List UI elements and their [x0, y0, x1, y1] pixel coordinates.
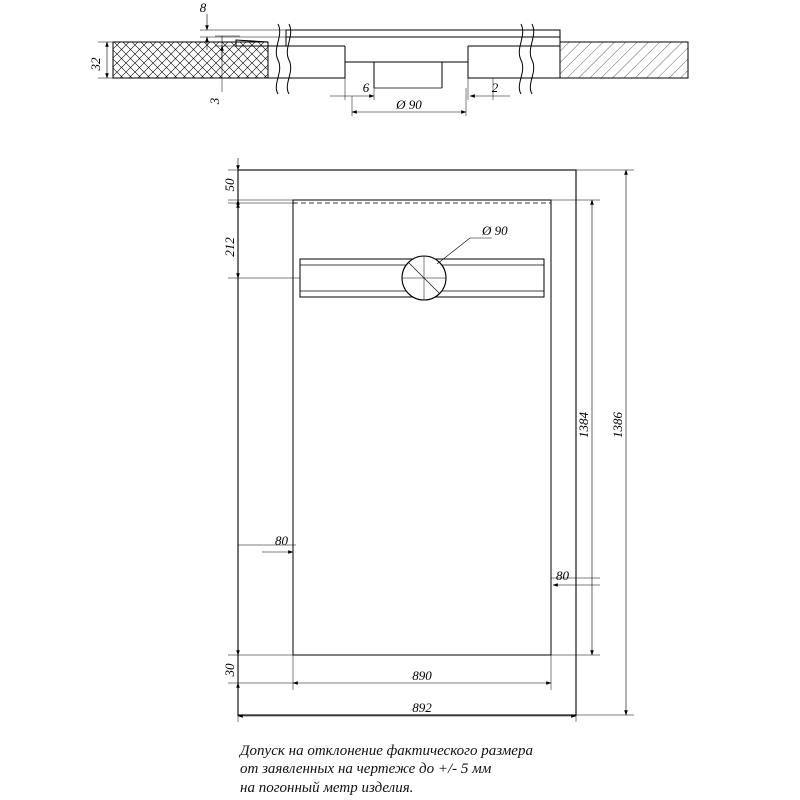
dimension-label-plan-d90: Ø 90	[482, 223, 508, 238]
dimension-label-plan-50: 50	[222, 178, 237, 192]
dimension-label-plan-892: 892	[412, 700, 432, 715]
dimension-plan-30	[222, 643, 296, 696]
dimension-sec-32	[88, 42, 115, 78]
dimension-label-plan-212: 212	[222, 237, 237, 257]
dimension-label-plan-80-left: 80	[275, 533, 288, 548]
tolerance-note-line-2: от заявленных на чертеже до +/- 5 мм	[240, 761, 492, 778]
tray-outline	[238, 170, 576, 715]
section-tray-body	[236, 30, 560, 88]
dimension-label-sec-d90: Ø 90	[396, 97, 422, 112]
dimension-plan-890	[293, 655, 551, 690]
section-right-slab	[560, 42, 688, 78]
dimension-label-plan-1386: 1386	[610, 412, 625, 438]
dimension-plan-50	[222, 158, 296, 212]
dimension-plan-80-left	[238, 533, 296, 560]
dimension-label-plan-890: 890	[412, 668, 432, 683]
dimension-label-plan-80-right: 80	[556, 568, 569, 583]
dimension-sec-2	[468, 62, 510, 100]
dimension-label-sec-6: 6	[362, 80, 370, 95]
plan-d90-leader	[437, 223, 508, 264]
dimension-plan-892	[238, 700, 576, 722]
dimension-label-sec-32: 32	[88, 57, 103, 71]
dimension-plan-1386	[576, 170, 634, 715]
dimension-sec-6	[330, 62, 374, 100]
tolerance-note-line-1: Допуск на отклонение фактического размера	[240, 743, 533, 759]
dimension-label-plan-1384: 1384	[576, 412, 591, 438]
tolerance-note	[240, 742, 660, 797]
section-left-slab	[113, 42, 268, 78]
dimension-label-sec-2: 2	[491, 80, 499, 95]
dimension-plan-212	[222, 203, 300, 278]
drain-hole	[402, 256, 446, 300]
dimension-label-sec-3: 3	[207, 97, 222, 105]
dimension-label-plan-30: 30	[222, 663, 237, 677]
cross-section-view	[88, 0, 688, 116]
tolerance-note-line-3: на погонный метр изделия.	[240, 779, 414, 796]
top-plan-view	[222, 158, 634, 722]
dimension-label-sec-8: 8	[199, 0, 207, 15]
